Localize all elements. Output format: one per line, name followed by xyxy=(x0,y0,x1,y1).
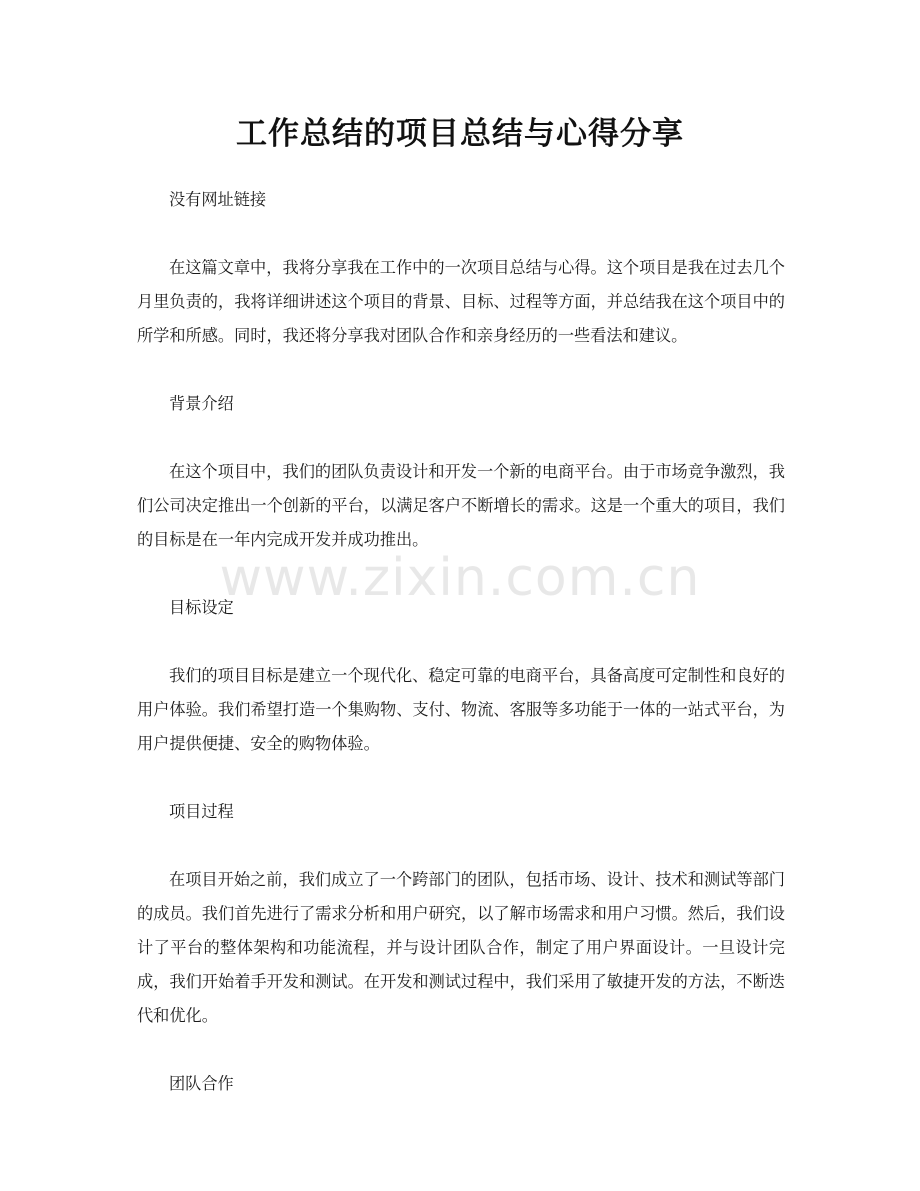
paragraph-background: 在这个项目中，我们的团队负责设计和开发一个新的电商平台。由于市场竞争激烈，我们公司决定推出一个创新的平台，以满足客户不断增长的需求。这是一个重大的项目，我们的目标是在一年内完成开发并成功推出。 xyxy=(137,462,785,549)
watermark: www.zixin.com.cn xyxy=(219,548,701,608)
paragraph-goals: 我们的项目目标是建立一个现代化、稳定可靠的电商平台，具备高度可定制性和良好的用户体验。我们希望打造一个集购物、支付、物流、客服等多功能于一体的一站式平台，为用户提供便捷、安全的购物体验。 xyxy=(137,666,785,753)
section-heading-process: 项目过程 xyxy=(169,802,234,821)
paragraph-process: 在项目开始之前，我们成立了一个跨部门的团队，包括市场、设计、技术和测试等部门的成员。我们首先进行了需求分析和用户研究，以了解市场需求和用户习惯。然后，我们设计了平台的整体架构和功能流程，并与设计团队合作，制定了用户界面设计。一旦设计完成，我们开始着手开发和测试。在开发和测试过程中，我们采用了敏捷开发的方法，不断迭代和优化。 xyxy=(137,870,785,1025)
section-heading-teamwork: 团队合作 xyxy=(169,1074,234,1093)
paragraph-intro: 在这篇文章中，我将分享我在工作中的一次项目总结与心得。这个项目是我在过去几个月里负责的，我将详细讲述这个项目的背景、目标、过程等方面，并总结我在这个项目中的所学和所感。同时，我还将分享我对团队合作和亲身经历的一些看法和建议。 xyxy=(137,258,785,345)
section-heading-goals: 目标设定 xyxy=(169,598,234,617)
section-heading-no-link: 没有网址链接 xyxy=(169,190,267,209)
document-body xyxy=(137,183,785,1101)
page-title: 工作总结的项目总结与心得分享 xyxy=(236,116,684,152)
section-heading-background: 背景介绍 xyxy=(169,394,234,413)
